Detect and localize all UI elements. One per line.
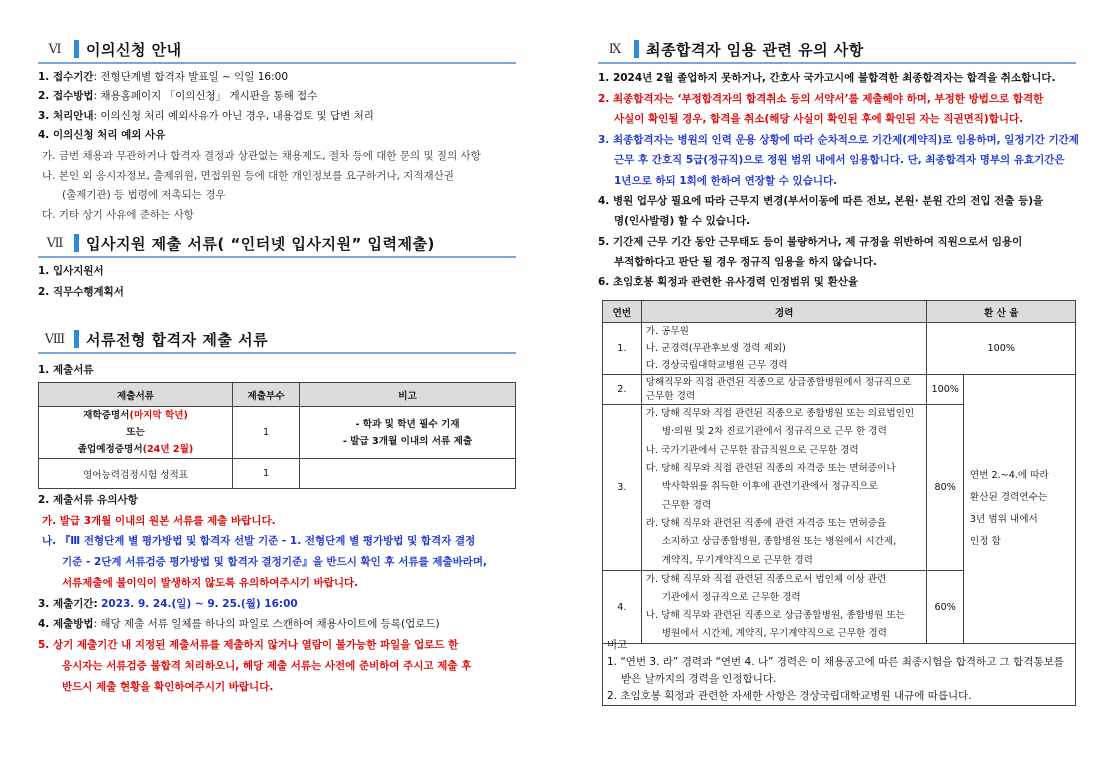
section-6-heading: [38, 36, 516, 64]
career-table: [602, 300, 1076, 644]
table-header: 경력: [641, 301, 927, 323]
career-cell: 가. 공무원 나. 군경력(무관후보생 경력 제외) 다. 경상국립대학교병원 근무 경력: [641, 323, 927, 375]
section-bar: [74, 40, 79, 58]
section-bar: [74, 330, 79, 348]
sec8-na-3: 서류제출에 불이익이 발생하지 않도록 유의하여주시기 바랍니다.: [62, 577, 359, 589]
section-9-title: 최종합격자 임용 관련 유의 사항: [646, 40, 864, 59]
section-6-number: Ⅵ: [48, 41, 62, 57]
sec9-p3-1: 3. 최종합격자는 병원의 인력 운용 상황에 따라 순차적으로 기간제(계약직)로 임용하며, 일정기간 기간제: [598, 134, 1079, 146]
sec8-sub2: 2. 제출서류 유의사항: [38, 494, 138, 506]
note-line-1: 1. “연번 3. 라” 경력과 “연번 4. 나” 경력은 이 채용공고에 따른 최종시험을 합격하고 그 합격통보를: [607, 656, 1064, 668]
count-cell: 1: [233, 407, 300, 459]
note-line-1-cont: 받은 날까지의 경력을 인정합니다.: [621, 673, 777, 685]
table-header: 비고: [300, 383, 516, 407]
no-cell: 3.: [603, 405, 642, 571]
note-cell: - 학과 및 학년 필수 기재 - 발급 3개월 이내의 서류 제출: [300, 407, 516, 459]
sec8-na-2: 기준 - 2단계 서류검증 평가방법 및 합격자 결정기준』을 반드시 확인 후 서류를 제출바라며,: [62, 556, 488, 568]
sec9-p2-1: 2. 최종합격자는 ‘부정합격자의 합격취소 등의 서약서’를 제출해야 하며, 부정한 방법으로 합격한: [598, 93, 1044, 105]
sec9-p4-2: 명(인사발령) 할 수 있습니다.: [614, 215, 751, 227]
sec6-sub-ga: 가. 금번 채용과 무관하거나 합격자 결정과 상관없는 채용제도, 절차 등에 대한 문의 및 질의 사항: [42, 150, 481, 162]
doc-cell: 영어능력검정시험 성적표: [39, 459, 233, 489]
sec9-p3-3: 1년으로 하되 1회에 한하여 연장할 수 있습니다.: [614, 175, 838, 187]
section-bar: [74, 234, 79, 252]
sec7-item-2: 2. 직무수행계획서: [38, 286, 124, 298]
side-note-cell: 연번 2.~4.에 따라 환산된 경력연수는 3년 범위 내에서 인정 함: [963, 375, 1075, 644]
count-cell: 1: [233, 459, 300, 489]
table-row: [39, 459, 516, 489]
note-title: 비고: [607, 639, 628, 651]
sec9-p2-2: 사실이 확인될 경우, 합격을 취소(해당 사실이 확인된 후에 확인된 자는 직권면직)합니다.: [614, 113, 1024, 125]
section-9-number: Ⅸ: [608, 41, 622, 57]
section-bar: [634, 40, 639, 58]
career-cell: 당해직무와 직접 관련된 직종으로 상급종합병원에서 정규직으로 근무한 경력: [641, 375, 927, 405]
note-line-2: 2. 초임호봉 획정과 관련한 자세한 사항은 경상국립대학교병원 내규에 따릅니다.: [607, 690, 972, 702]
sec9-p3-2: 근무 후 간호직 5급(정규직)으로 정원 범위 내에서 임용합니다. 단, 최종합격자 명부의 유효기간은: [614, 154, 1065, 166]
section-8-heading: [38, 326, 516, 354]
career-cell: 가. 당해 직무와 직접 관련된 직종으로서 법인체 이상 관련 기관에서 정규직으로 근무한 경력 나. 당해 직무와 관련된 직종으로 상급종합병원, 종합병원 또는 병원에서 시간제, 계약직, 무기계약직으로 근무한 경력: [641, 571, 927, 644]
sec9-p5-2: 부적합하다고 판단 될 경우 정규직 임용을 하지 않습니다.: [614, 256, 877, 268]
doc-cell: 재학증명서(마지막 학년) 또는 졸업예정증명서(24년 2월): [39, 407, 233, 459]
section-8-number: Ⅷ: [44, 331, 66, 347]
sec8-p5-3: 반드시 제출 현황을 확인하여주시기 바랍니다.: [62, 681, 274, 693]
sec6-item-4: 4. 이의신청 처리 예외 사유: [38, 129, 166, 141]
rate-cell: 60%: [927, 571, 963, 644]
section-9-heading: [598, 36, 1076, 64]
sec8-ga: 가. 발급 3개월 이내의 원본 서류를 제출 바랍니다.: [42, 515, 276, 527]
sec6-sub-na: 나. 본인 외 응시자정보, 출제위원, 면접위원 등에 대한 개인정보를 요구하거나, 지적재산권: [42, 170, 454, 182]
section-7-title: 입사지원 제출 서류( “인터넷 입사지원” 입력제출): [86, 234, 435, 253]
sec9-p6: 6. 초임호봉 획정과 관련한 유사경력 인정범위 및 환산율: [598, 276, 859, 288]
note-cell: [300, 459, 516, 489]
section-6-title: 이의신청 안내: [86, 40, 182, 59]
career-cell: 가. 당해 직무와 직접 관련된 직종으로 종합병원 또는 의료법인인 병·의원 및 2차 진료기관에서 정규직으로 근무 한 경력 나. 국가기관에서 근무한 잡급직원으로 근무한 경력 다. 당해 직무와 직접 관련된 직종의 자격증 또는 면허증이나 박사학위를 취득한 이후에 관련기관에서 정규직으로 근무한 경력 라. 당해 직무와 관련된 직종에 관련 자격증 또는 면허증을 소지하고 상급종합병원, 종합병원 또는 병원에서 시간제, 계약직, 무기계약직으로 근무한 경력: [641, 405, 927, 571]
sec8-p4: 4. 제출방법: 해당 제출 서류 일체를 하나의 파일로 스캔하여 채용사이트에 등록(업로드): [38, 618, 440, 630]
table-row: [603, 375, 1076, 405]
section-7-number: Ⅶ: [46, 235, 64, 251]
sec6-sub-na-cont: (출제기관) 등 법령에 저촉되는 경우: [62, 189, 226, 201]
rate-cell: 100%: [927, 323, 1076, 375]
sec6-item-3: 3. 처리안내: 이의신청 처리 예외사유가 아닌 경우, 내용검토 및 답변 처리: [38, 110, 374, 122]
table-header: 제출서류: [39, 383, 233, 407]
sec9-p4-1: 4. 병원 업무상 필요에 따라 근무지 변경(부서이동에 따른 전보, 본원· 분원 간의 전입 전출 등)을: [598, 195, 1044, 207]
no-cell: 1.: [603, 323, 642, 375]
sec8-sub1: 1. 제출서류: [38, 364, 94, 376]
sec9-p1: 1. 2024년 2월 졸업하지 못하거나, 간호사 국가고시에 불합격한 최종합격자는 합격을 취소합니다.: [598, 72, 1056, 84]
sec8-p5-1: 5. 상기 제출기간 내 지정된 제출서류를 제출하지 않거나 열람이 불가능한 파일을 업로드 한: [38, 639, 459, 651]
no-cell: 4.: [603, 571, 642, 644]
section-7-heading: [38, 230, 516, 258]
table-header: 연번: [603, 301, 642, 323]
sec8-p3: 3. 제출기간: 2023. 9. 24.(일) ~ 9. 25.(월) 16:00: [38, 598, 298, 610]
table-header: 제출부수: [233, 383, 300, 407]
sec6-item-2: 2. 접수방법: 채용홈페이지 「이의신청」 게시판을 통해 접수: [38, 90, 318, 102]
sec6-item-1: 1. 접수기간: 전형단계별 합격자 발표일 ~ 익일 16:00: [38, 71, 289, 83]
table-header: 환 산 율: [927, 301, 1076, 323]
sec7-item-1: 1. 입사지원서: [38, 265, 104, 277]
sec8-p5-2: 응시자는 서류검증 불합격 처리하오니, 해당 제출 서류는 사전에 준비하여 주시고 제출 후: [62, 660, 472, 672]
no-cell: 2.: [603, 375, 642, 405]
note-box: [602, 637, 1076, 706]
table-row: [603, 323, 1076, 375]
table-row: [39, 407, 516, 459]
sec6-sub-da: 다. 기타 상기 사유에 준하는 사항: [42, 209, 194, 221]
sec8-na-1: 나. 『Ⅲ 전형단계 별 평가방법 및 합격자 선발 기준 - 1. 전형단계 별 평가방법 및 합격자 결정: [42, 535, 476, 547]
rate-cell: 100%: [927, 375, 963, 405]
rate-cell: 80%: [927, 405, 963, 571]
sec9-p5-1: 5. 기간제 근무 기간 동안 근무태도 등이 불량하거나, 제 규정을 위반하여 직원으로서 임용이: [598, 236, 1023, 248]
section-8-title: 서류전형 합격자 제출 서류: [86, 330, 269, 349]
submission-table: [38, 382, 516, 489]
